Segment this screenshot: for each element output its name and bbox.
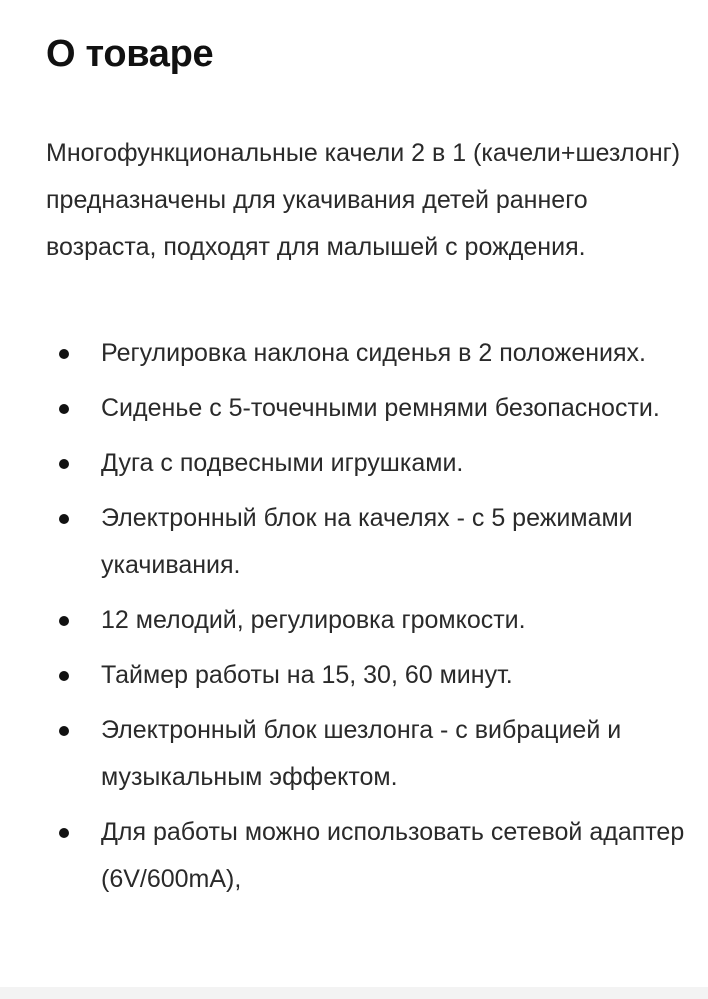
bottom-fade-strip (0, 987, 708, 999)
feature-text: Сиденье с 5-точечными ремнями безопасности. (101, 394, 660, 422)
bullet-dot-icon (59, 514, 69, 524)
feature-text: Регулировка наклона сиденья в 2 положениях. (101, 339, 646, 367)
bullet-dot-icon (59, 671, 69, 681)
feature-text: Таймер работы на 15, 30, 60 минут. (101, 661, 513, 689)
bullet-dot-icon (59, 349, 69, 359)
feature-text: Электронный блок на качелях - с 5 режимами укачивания. (101, 504, 633, 579)
bullet-dot-icon (59, 828, 69, 838)
list-item (46, 809, 686, 903)
bullet-dot-icon (59, 459, 69, 469)
list-item (46, 597, 686, 644)
feature-text: Для работы можно использовать сетевой адаптер (6V/600mA), (101, 818, 685, 893)
bullet-dot-icon (59, 616, 69, 626)
section-title: О товаре (46, 33, 214, 75)
list-item (46, 707, 686, 801)
list-item (46, 652, 686, 699)
list-item (46, 440, 686, 487)
list-item (46, 385, 686, 432)
product-intro-text: Многофункциональные качели 2 в 1 (качели+шезлонг) предназначены для укачивания детей раннего возраста, подходят для малышей с рождения. (46, 139, 681, 261)
bullet-dot-icon (59, 404, 69, 414)
bullet-dot-icon (59, 726, 69, 736)
list-item (46, 330, 686, 377)
feature-text: Дуга с подвесными игрушками. (101, 449, 464, 477)
feature-text: 12 мелодий, регулировка громкости. (101, 606, 526, 634)
feature-list (46, 330, 686, 911)
feature-text: Электронный блок шезлонга - с вибрацией и музыкальным эффектом. (101, 716, 622, 791)
list-item (46, 495, 686, 589)
